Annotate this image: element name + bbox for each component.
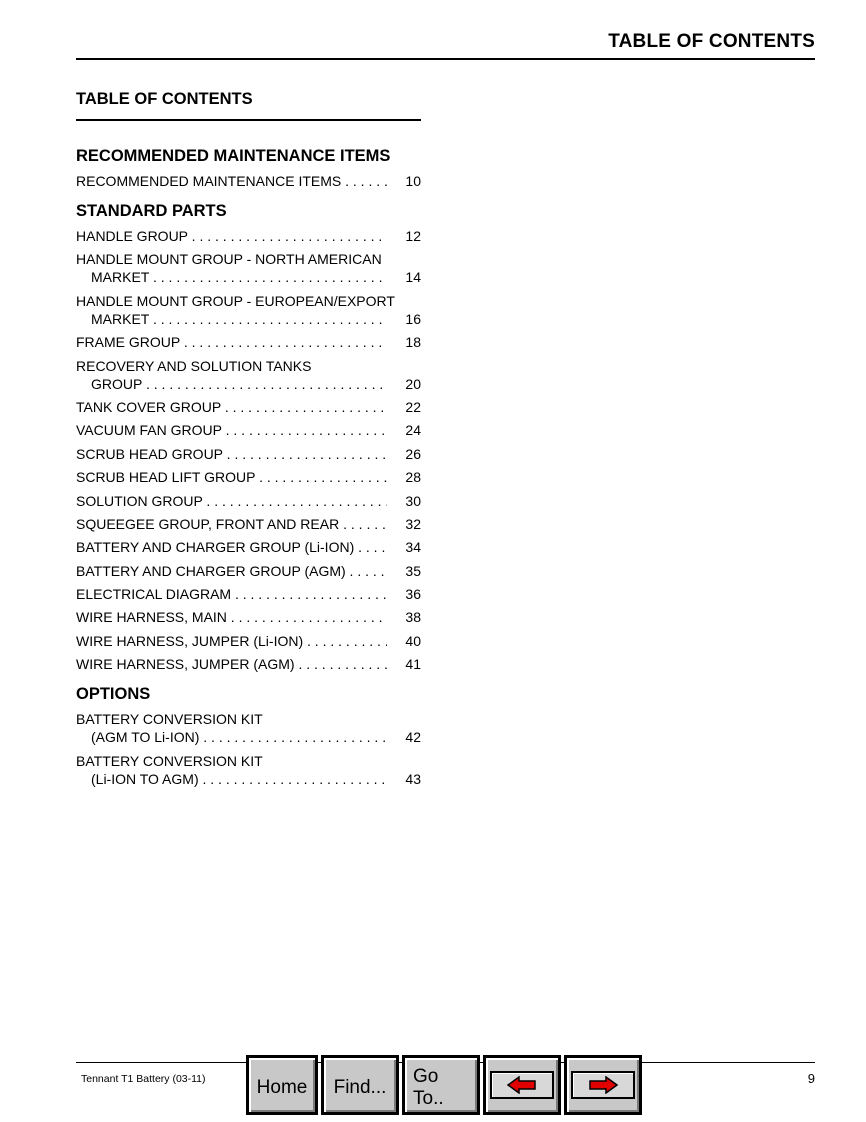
toc-entry-label: WIRE HARNESS, JUMPER (AGM) . . . — [76, 655, 387, 673]
toc-entry[interactable] — [76, 357, 421, 393]
toc-entry-page: 12 — [405, 228, 421, 244]
toc-section — [76, 202, 421, 673]
toc-entry-page: 32 — [405, 515, 421, 532]
toc-entry-page: 26 — [405, 445, 421, 462]
toc-entry[interactable] — [76, 655, 421, 673]
toc-entry-page: 14 — [405, 269, 421, 286]
toc-entry-label: RECOMMENDED MAINTENANCE ITEMS . . . — [76, 172, 387, 190]
toc-entry[interactable] — [76, 632, 421, 650]
toc-entry-page: 38 — [405, 609, 421, 626]
toc-entry-label: BATTERY AND CHARGER GROUP (Li-ION) . . . — [76, 538, 387, 556]
toc-entry-label: WIRE HARNESS, JUMPER (Li-ION) . . . — [76, 632, 387, 650]
toc-sections — [76, 147, 421, 788]
toc-entry-label: ELECTRICAL DIAGRAM . . . — [76, 585, 387, 603]
toc-entry-label-continued: (Li-ION TO AGM) . . . — [91, 770, 387, 788]
left-arrow-icon — [490, 1071, 554, 1099]
toc-section — [76, 147, 421, 190]
toc-entry[interactable] — [76, 752, 421, 788]
find-button[interactable]: Find... — [321, 1055, 399, 1115]
toc-entry-label: SCRUB HEAD LIFT GROUP . . . — [76, 468, 387, 486]
toc-heading-rule — [76, 119, 421, 121]
toc-entry-page: 36 — [405, 586, 421, 603]
toc-entry[interactable] — [76, 172, 421, 190]
footer-page-number: 9 — [807, 1071, 815, 1086]
toc-entry-page: 20 — [405, 375, 421, 392]
section-title: STANDARD PARTS — [76, 202, 227, 220]
toc-entry[interactable] — [76, 492, 421, 510]
toc-entry-page: 34 — [405, 539, 421, 556]
toc-entry-label: FRAME GROUP . . . — [76, 333, 387, 351]
toc-entry-label: RECOVERY AND SOLUTION TANKS — [76, 357, 312, 374]
toc-entry[interactable] — [76, 227, 421, 245]
toc-entry-label: SOLUTION GROUP . . . — [76, 492, 387, 510]
toc-entry[interactable] — [76, 710, 421, 746]
table-of-contents — [76, 90, 421, 800]
toc-entry[interactable] — [76, 398, 421, 416]
toc-entry-label: BATTERY CONVERSION KIT — [76, 711, 263, 728]
toc-entry[interactable] — [76, 250, 421, 286]
header-rule — [76, 58, 815, 60]
toc-entry[interactable] — [76, 333, 421, 351]
toc-heading: TABLE OF CONTENTS — [76, 90, 253, 108]
toc-entry-label: HANDLE GROUP . . . — [76, 227, 387, 245]
toc-entry[interactable] — [76, 292, 421, 328]
toc-entry-label: SCRUB HEAD GROUP . . . — [76, 445, 387, 463]
toc-entry-label-continued: (AGM TO Li-ION) . . . — [91, 728, 387, 746]
toc-entry-page: 10 — [405, 173, 421, 189]
toc-entry-page: 41 — [405, 656, 421, 673]
goto-button[interactable]: Go To.. — [402, 1055, 480, 1115]
toc-entry[interactable] — [76, 608, 421, 626]
toc-entry-page: 16 — [405, 310, 421, 327]
right-arrow-icon — [571, 1071, 635, 1099]
previous-page-button[interactable] — [483, 1055, 561, 1115]
toc-entry[interactable] — [76, 468, 421, 486]
toc-entry-label: WIRE HARNESS, MAIN . . . — [76, 608, 387, 626]
toc-entry-label-continued: MARKET . . . — [91, 268, 387, 286]
toc-entry-page: 43 — [405, 770, 421, 787]
section-title: OPTIONS — [76, 685, 151, 704]
toc-entry-page: 24 — [405, 422, 421, 439]
page-header-title: TABLE OF CONTENTS — [608, 31, 815, 52]
toc-entry[interactable] — [76, 562, 421, 580]
toc-entry[interactable] — [76, 538, 421, 556]
section-title: RECOMMENDED MAINTENANCE ITEMS — [76, 147, 391, 165]
toc-entry-page: 22 — [405, 398, 421, 415]
navigation-bar — [246, 1055, 642, 1115]
toc-section — [76, 685, 421, 787]
toc-entry-page: 40 — [405, 632, 421, 649]
toc-entry-label: SQUEEGEE GROUP, FRONT AND REAR . . . — [76, 515, 387, 533]
toc-entry-label: TANK COVER GROUP . . . — [76, 398, 387, 416]
toc-entry-page: 42 — [405, 729, 421, 746]
toc-entry-label: HANDLE MOUNT GROUP - NORTH AMERICAN — [76, 251, 382, 268]
toc-entry[interactable] — [76, 585, 421, 603]
toc-entry-label: BATTERY AND CHARGER GROUP (AGM) . . . — [76, 562, 387, 580]
next-page-button[interactable] — [564, 1055, 642, 1115]
toc-entry-label: VACUUM FAN GROUP . . . — [76, 421, 387, 439]
toc-entry[interactable] — [76, 421, 421, 439]
home-button[interactable]: Home — [246, 1055, 318, 1115]
toc-entry-label: HANDLE MOUNT GROUP - EUROPEAN/EXPORT — [76, 292, 395, 309]
toc-entry[interactable] — [76, 445, 421, 463]
toc-entry[interactable] — [76, 515, 421, 533]
toc-entry-label-continued: MARKET . . . — [91, 310, 387, 328]
toc-entry-page: 30 — [405, 492, 421, 509]
toc-entry-page: 18 — [405, 334, 421, 351]
toc-entry-label-continued: GROUP . . . — [91, 375, 387, 393]
toc-entry-page: 28 — [405, 469, 421, 486]
toc-entry-label: BATTERY CONVERSION KIT — [76, 752, 263, 769]
toc-entry-page: 35 — [405, 562, 421, 579]
footer-document-title: Tennant T1 Battery (03-11) — [81, 1073, 206, 1085]
